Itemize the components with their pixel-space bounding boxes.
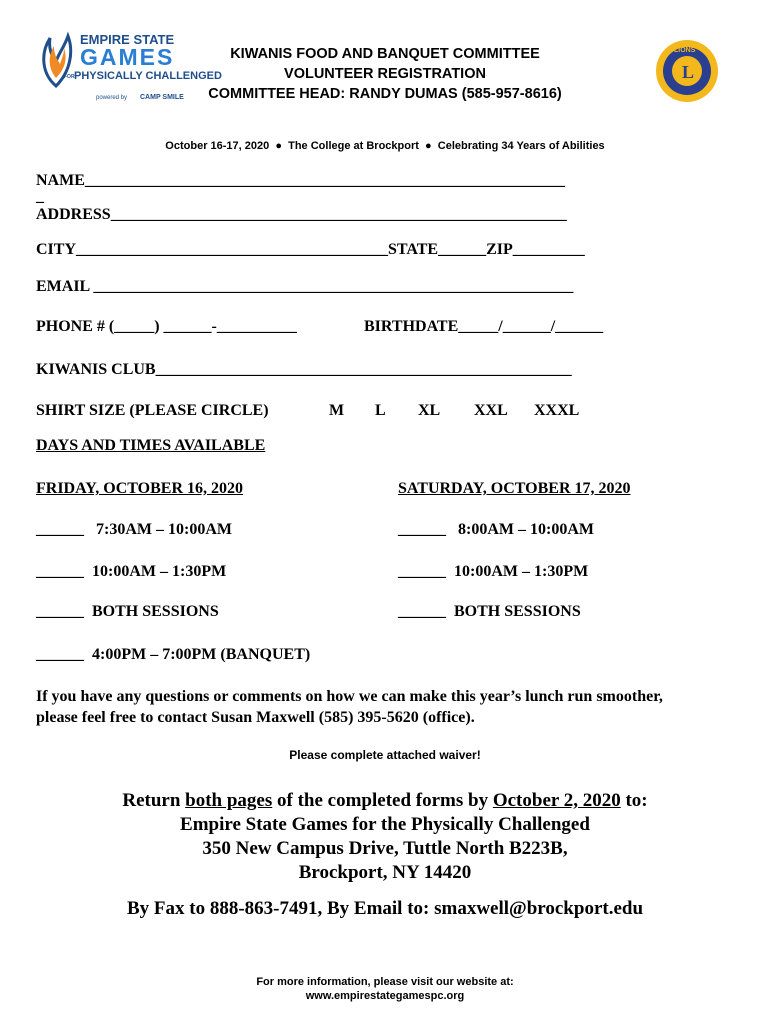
saturday-slot-1[interactable]: ______ 8:00AM – 10:00AM	[398, 521, 594, 538]
friday-slot-3[interactable]: ______ BOTH SESSIONS	[36, 603, 219, 620]
logo-line3: PHYSICALLY CHALLENGED	[74, 70, 222, 82]
svg-text:L: L	[682, 62, 695, 82]
saturday-slot-2[interactable]: ______ 10:00AM – 1:30PM	[398, 563, 589, 580]
return-addr2: Brockport, NY 14420	[298, 862, 472, 883]
return-addr1: 350 New Campus Drive, Tuttle North B223B,	[202, 838, 568, 859]
questions-line1: If you have any questions or comments on how we can make this year’s lunch run smoother,	[36, 688, 663, 705]
shirt-size-m[interactable]: M	[329, 402, 345, 419]
waiver-note: Please complete attached waiver!	[289, 748, 481, 762]
return-date: October 2, 2020	[492, 790, 621, 811]
lions-logo	[654, 38, 720, 104]
return-both-pages: both pages	[185, 790, 273, 811]
address-field[interactable]: ADDRESS_________________________________________________________	[36, 206, 567, 223]
shirt-size-xxl[interactable]: XXL	[474, 402, 508, 419]
email-field[interactable]: EMAIL ____________________________________________________________	[36, 278, 574, 295]
days-heading: DAYS AND TIMES AVAILABLE	[36, 437, 266, 454]
kiwanis-club-field[interactable]: KIWANIS CLUB____________________________________________________	[36, 361, 572, 378]
footer-website[interactable]: www.empirestategamespc.org	[305, 990, 465, 1002]
return-post: to:	[620, 790, 648, 811]
shirt-size-xl[interactable]: XL	[418, 402, 441, 419]
logo-line2: GAMES	[80, 44, 175, 70]
city-state-zip-field[interactable]: CITY_______________________________________STATE______ZIP_________	[36, 241, 585, 258]
saturday-heading: SATURDAY, OCTOBER 17, 2020	[398, 480, 631, 497]
shirt-size-l[interactable]: L	[375, 402, 386, 419]
shirt-size-xxxl[interactable]: XXXL	[534, 402, 580, 419]
fax-email-line: By Fax to 888-863-7491, By Email to: smaxwell@brockport.edu	[126, 898, 644, 919]
logo-powered-by: powered by	[96, 95, 128, 101]
logo-camp-smile: CAMP SMILE	[140, 94, 184, 101]
shirt-size-label: SHIRT SIZE (PLEASE CIRCLE)	[36, 402, 269, 419]
event-line: October 16-17, 2020 ● The College at Brockport ● Celebrating 34 Years of Abilities	[165, 140, 605, 152]
footer-line1: For more information, please visit our website at:	[256, 976, 514, 988]
name-field[interactable]: NAME____________________________________________________________	[36, 172, 565, 189]
header-line1: KIWANIS FOOD AND BANQUET COMMITTEE	[230, 46, 540, 62]
return-org: Empire State Games for the Physically Challenged	[180, 814, 590, 835]
esgpc-logo	[36, 26, 222, 108]
friday-heading: FRIDAY, OCTOBER 16, 2020	[36, 480, 244, 497]
friday-slot-4[interactable]: ______ 4:00PM – 7:00PM (BANQUET)	[36, 646, 311, 663]
friday-slot-1[interactable]: ______ 7:30AM – 10:00AM	[36, 521, 232, 538]
phone-field[interactable]: PHONE # (_____) ______-__________	[36, 318, 297, 335]
saturday-slot-3[interactable]: ______ BOTH SESSIONS	[398, 603, 581, 620]
return-pre: Return	[122, 790, 186, 811]
logo-line1: EMPIRE STATE	[80, 32, 175, 47]
logo-for: FOR	[64, 74, 75, 80]
name-field-continuation: _	[36, 188, 44, 205]
header-line3: COMMITTEE HEAD: RANDY DUMAS (585-957-8616)	[208, 86, 562, 102]
header-line2: VOLUNTEER REGISTRATION	[284, 66, 486, 82]
return-mid: of the completed forms by	[272, 790, 493, 811]
return-line	[0, 789, 770, 813]
lions-text: LIONS	[674, 47, 696, 54]
questions-line2: please feel free to contact Susan Maxwell (585) 395-5620 (office).	[36, 709, 475, 726]
birthdate-field[interactable]: BIRTHDATE_____/______/______	[364, 318, 604, 335]
friday-slot-2[interactable]: ______ 10:00AM – 1:30PM	[36, 563, 227, 580]
